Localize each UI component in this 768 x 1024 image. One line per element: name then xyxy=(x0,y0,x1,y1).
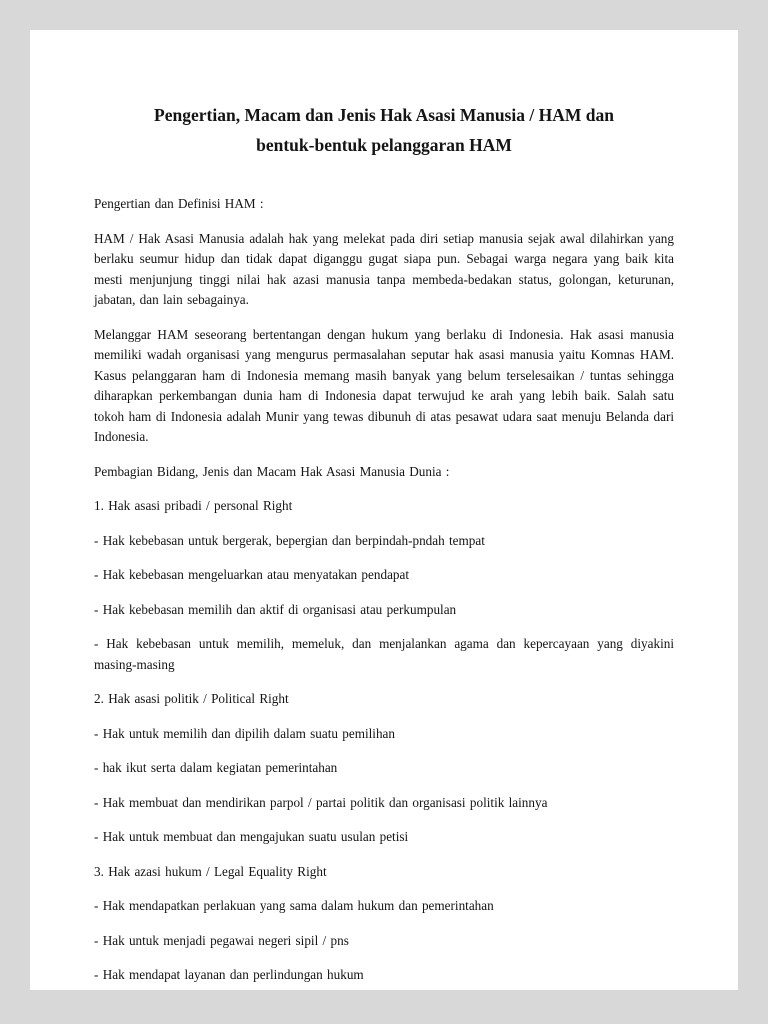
paragraph-4: 1. Hak asasi pribadi / personal Right xyxy=(94,498,293,513)
document-page xyxy=(30,30,738,990)
paragraph-5: - Hak kebebasan untuk bergerak, bepergian dan berpindah-pndah tempat xyxy=(94,532,485,548)
paragraph-15: - Hak mendapatkan perlakuan yang sama dalam hukum dan pemerintahan xyxy=(94,898,494,913)
document-title-line-2: bentuk-bentuk pelanggaran HAM xyxy=(256,135,512,155)
paragraph-6: - Hak kebebasan mengeluarkan atau menyatakan pendapat xyxy=(94,567,410,582)
paragraph-1: HAM / Hak Asasi Manusia adalah hak yang melekat pada diri setiap manusia sejak awal dilahirkan yang berlaku seumur hidup dan tidak dapat diganggu gugat siapa pun. Sebagai warga negara yang baik kita mesti menjunjung tinggi nilai hak azasi manusia tanpa membeda-bedakan status, golongan, keturunan, jabatan, dan lain sebagainya. xyxy=(94,230,674,307)
paragraph-17: - Hak mendapat layanan dan perlindungan hukum xyxy=(94,967,364,982)
paragraph-13: - Hak untuk membuat dan mengajukan suatu usulan petisi xyxy=(94,829,409,844)
paragraph-11: - hak ikut serta dalam kegiatan pemerintahan xyxy=(94,760,338,775)
paragraph-2: Melanggar HAM seseorang bertentangan dengan hukum yang berlaku di Indonesia. Hak asasi manusia memiliki wadah organisasi yang mengurus permasalahan seputar hak asasi manusia yaitu Komnas HAM. Kasus pelanggaran ham di Indonesia memang masih banyak yang belum terselesaikan / tuntas sehingga diharapkan perkembangan dunia ham di Indonesia dapat terwujud ke arah yang lebih baik. Salah satu tokoh ham di Indonesia adalah Munir yang tewas dibunuh di atas pesawat udara saat menuju Belanda dari Indonesia. xyxy=(94,326,674,444)
paragraph-16: - Hak untuk menjadi pegawai negeri sipil / pns xyxy=(94,932,349,948)
paragraph-0: Pengertian dan Definisi HAM : xyxy=(94,196,264,211)
paragraph-10: - Hak untuk memilih dan dipilih dalam suatu pemilihan xyxy=(94,725,396,741)
paragraph-12: - Hak membuat dan mendirikan parpol / partai politik dan organisasi politik lainnya xyxy=(94,794,548,810)
paragraph-14: 3. Hak azasi hukum / Legal Equality Right xyxy=(94,863,327,879)
document-body xyxy=(94,194,674,986)
document-title-line-1: Pengertian, Macam dan Jenis Hak Asasi Manusia / HAM dan xyxy=(154,105,614,125)
document-title xyxy=(94,100,674,160)
paragraph-8: - Hak kebebasan untuk memilih, memeluk, dan menjalankan agama dan kepercayaan yang diyakini masing-masing xyxy=(94,636,674,672)
paragraph-9: 2. Hak asasi politik / Political Right xyxy=(94,691,289,706)
paragraph-7: - Hak kebebasan memilih dan aktif di organisasi atau perkumpulan xyxy=(94,601,457,617)
paragraph-3: Pembagian Bidang, Jenis dan Macam Hak Asasi Manusia Dunia : xyxy=(94,463,450,479)
